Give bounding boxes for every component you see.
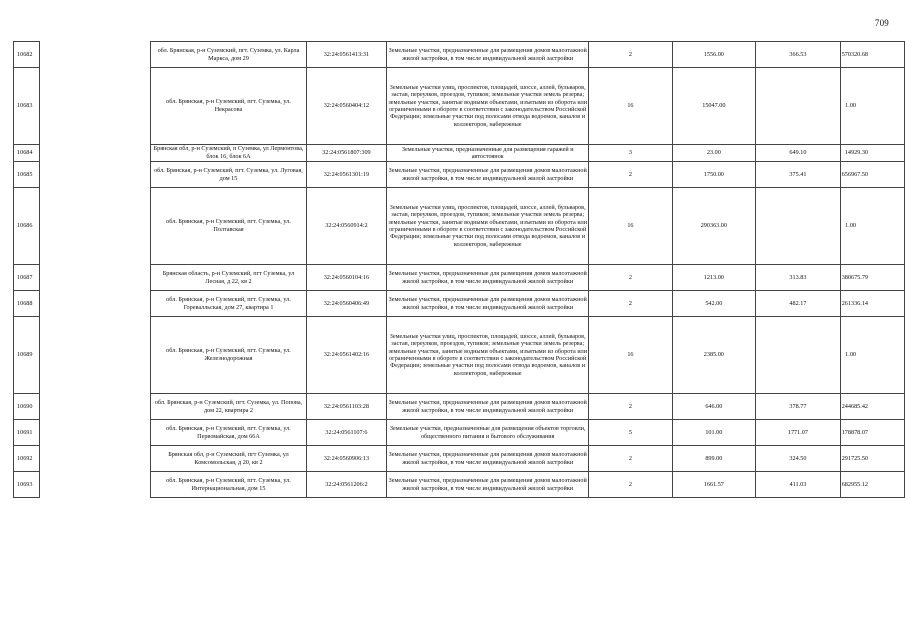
cadastral-number-cell: 32:24:0560906:13 [306, 446, 386, 472]
use-group-cell: 5 [589, 420, 672, 446]
spacer-cell [39, 68, 150, 145]
spacer-cell [39, 420, 150, 446]
use-group-cell: 16 [589, 68, 672, 145]
use-group-cell: 3 [589, 145, 672, 162]
table-row [14, 420, 905, 446]
specific-value-cell [756, 68, 840, 145]
cadastral-number-cell: 32:24:0561103:28 [306, 394, 386, 420]
address-cell: обл. Брянская, р-н Суземский, пгт. Суземка, ул. Интернациональная, дом 15 [151, 472, 307, 498]
use-group-cell: 16 [589, 188, 672, 265]
specific-value-cell: 324.50 [756, 446, 840, 472]
land-use-cell: Земельные участки улиц, проспектов, площадей, шоссе, аллей, бульваров, застав, переулков, проездов, тупиков; земельные участки земель резерва; земельные участки, занятые водными объектами, изъятыми из оборота или ограниченными в обороте в соответствии с законодательством Российской Федерации; земельные участки под полосами отвода водоемов, каналов и коллекторов, набережные [387, 188, 589, 265]
spacer-cell [39, 265, 150, 291]
plot-number-cell: 10687 [14, 265, 40, 291]
register-body [14, 42, 905, 498]
address-cell: обл. Брянская, р-н Суземский, пгт. Суземка, ул. Железнодорожная [151, 317, 307, 394]
plot-number-cell: 10688 [14, 291, 40, 317]
land-use-cell: Земельные участки, предназначенные для размещения домов малоэтажной жилой застройки, в том числе индивидуальной жилой застройки [387, 265, 589, 291]
area-cell: 15047.00 [672, 68, 756, 145]
cadastral-number-cell: 32:24:0561206:2 [306, 472, 386, 498]
plot-number-cell: 10685 [14, 162, 40, 188]
table-row [14, 68, 905, 145]
cadastral-number-cell: 32:24:0561301:19 [306, 162, 386, 188]
use-group-cell: 2 [589, 265, 672, 291]
plot-number-cell: 10689 [14, 317, 40, 394]
spacer-cell [39, 317, 150, 394]
plot-number-cell: 10682 [14, 42, 40, 68]
spacer-cell [39, 145, 150, 162]
cadastral-value-cell: 291725.50 [840, 446, 904, 472]
page-number: 709 [874, 18, 889, 28]
specific-value-cell: 411.03 [756, 472, 840, 498]
cadastral-register-table [13, 41, 905, 498]
land-use-cell: Земельные участки, предназначенные для размещения домов малоэтажной жилой застройки, в том числе индивидуальной жилой застройки [387, 394, 589, 420]
land-use-cell: Земельные участки улиц, проспектов, площадей, шоссе, аллей, бульваров, застав, переулков, проездов, тупиков; земельные участки земель резерва; земельные участки, занятые водными объектами, изъятыми из оборота или ограниченными в обороте в соответствии с законодательством Российской Федерации; земельные участки под полосами отвода водоемов, каналов и коллекторов, набережные [387, 68, 589, 145]
plot-number-cell: 10693 [14, 472, 40, 498]
plot-number-cell: 10683 [14, 68, 40, 145]
address-cell: обл. Брянская, р-н Суземский, пгт. Суземка, ул. Луговая, дом 15 [151, 162, 307, 188]
use-group-cell: 2 [589, 162, 672, 188]
address-cell: Брянская обл, р-н Суземский, пгт Суземка, ул Комсомольская, д 20, кв 2 [151, 446, 307, 472]
cadastral-number-cell: 32:24:0560914:2 [306, 188, 386, 265]
specific-value-cell: 649.10 [756, 145, 840, 162]
table-row [14, 446, 905, 472]
cadastral-value-cell: 1.00 [840, 68, 904, 145]
cadastral-number-cell: 32:24:0560406:49 [306, 291, 386, 317]
cadastral-value-cell: 1.00 [840, 317, 904, 394]
cadastral-value-cell: 570320.68 [840, 42, 904, 68]
cadastral-value-cell: 14929.30 [840, 145, 904, 162]
area-cell: 1750.00 [672, 162, 756, 188]
cadastral-number-cell: 32:24:0561807:309 [306, 145, 386, 162]
use-group-cell: 2 [589, 394, 672, 420]
spacer-cell [39, 446, 150, 472]
specific-value-cell [756, 317, 840, 394]
area-cell: 101.00 [672, 420, 756, 446]
table-row [14, 145, 905, 162]
use-group-cell: 2 [589, 446, 672, 472]
cadastral-value-cell: 244685.42 [840, 394, 904, 420]
address-cell: Брянская обл, р-н Суземский, п Суземка, ул Лермонтова, блок 16, блок 6А [151, 145, 307, 162]
cadastral-value-cell: 656967.50 [840, 162, 904, 188]
area-cell: 1213.00 [672, 265, 756, 291]
spacer-cell [39, 291, 150, 317]
table-row [14, 188, 905, 265]
land-use-cell: Земельные участки, предназначенные для размещения домов малоэтажной жилой застройки, в том числе индивидуальной жилой застройки [387, 42, 589, 68]
cadastral-number-cell: 32:24:0561402:16 [306, 317, 386, 394]
plot-number-cell: 10691 [14, 420, 40, 446]
cadastral-number-cell: 32:24:0561107:6 [306, 420, 386, 446]
area-cell: 646.00 [672, 394, 756, 420]
area-cell: 542.00 [672, 291, 756, 317]
specific-value-cell: 375.41 [756, 162, 840, 188]
cadastral-value-cell: 380675.79 [840, 265, 904, 291]
spacer-cell [39, 42, 150, 68]
cadastral-value-cell: 178878.07 [840, 420, 904, 446]
specific-value-cell [756, 188, 840, 265]
area-cell: 1661.57 [672, 472, 756, 498]
cadastral-value-cell: 261336.14 [840, 291, 904, 317]
use-group-cell: 16 [589, 317, 672, 394]
address-cell: обл. Брянская, р-н Суземский, пгт. Суземка, ул. Попова, дом 22, квартира 2 [151, 394, 307, 420]
land-use-cell: Земельные участки улиц, проспектов, площадей, шоссе, аллей, бульваров, застав, переулков, проездов, тупиков; земельные участки земель резерва; земельные участки, занятые водными объектами, изъятыми из оборота или ограниченными в обороте в соответствии с законодательством Российской Федерации; земельные участки под полосами отвода водоемов, каналов и коллекторов, набережные [387, 317, 589, 394]
table-row [14, 394, 905, 420]
land-use-cell: Земельные участки, предназначенные для размещения домов малоэтажной жилой застройки, в том числе индивидуальной жилой застройки [387, 162, 589, 188]
spacer-cell [39, 472, 150, 498]
specific-value-cell: 366.53 [756, 42, 840, 68]
table-row [14, 265, 905, 291]
address-cell: обл. Брянская, р-н Суземский, пгт. Суземка, ул. Полтавская [151, 188, 307, 265]
table-row [14, 42, 905, 68]
plot-number-cell: 10684 [14, 145, 40, 162]
specific-value-cell: 378.77 [756, 394, 840, 420]
cadastral-number-cell: 32:24:0560104:16 [306, 265, 386, 291]
spacer-cell [39, 162, 150, 188]
use-group-cell: 2 [589, 291, 672, 317]
use-group-cell: 2 [589, 42, 672, 68]
table-row [14, 162, 905, 188]
specific-value-cell: 482.17 [756, 291, 840, 317]
use-group-cell: 2 [589, 472, 672, 498]
spacer-cell [39, 188, 150, 265]
plot-number-cell: 10692 [14, 446, 40, 472]
table-row [14, 472, 905, 498]
specific-value-cell: 1771.07 [756, 420, 840, 446]
cadastral-value-cell: 682955.12 [840, 472, 904, 498]
land-use-cell: Земельные участки, предназначенные для размещения домов малоэтажной жилой застройки, в том числе индивидуальной жилой застройки [387, 291, 589, 317]
address-cell: обл. Брянская, р-н Суземский, пгт. Суземка, ул. Горевалльская, дом 27, квартира 1 [151, 291, 307, 317]
address-cell: обл. Брянская, р-н Суземский, пгт. Суземка, ул. Некрасова [151, 68, 307, 145]
spacer-cell [39, 394, 150, 420]
address-cell: обл. Брянская, р-н Суземский, пгт. Суземка, ул. Первомайская, дом 66А [151, 420, 307, 446]
land-use-cell: Земельные участки, предназначенные для размещения домов малоэтажной жилой застройки, в том числе индивидуальной жилой застройки [387, 472, 589, 498]
land-use-cell: Земельные участки, предназначенные для размещения гаражей и автостоянок [387, 145, 589, 162]
plot-number-cell: 10690 [14, 394, 40, 420]
area-cell: 290363.00 [672, 188, 756, 265]
land-use-cell: Земельные участки, предназначенные для размещения домов малоэтажной жилой застройки, в том числе индивидуальной жилой застройки [387, 446, 589, 472]
cadastral-value-cell: 1.00 [840, 188, 904, 265]
cadastral-number-cell: 32:24:0561413:31 [306, 42, 386, 68]
table-row [14, 291, 905, 317]
area-cell: 23.00 [672, 145, 756, 162]
plot-number-cell: 10686 [14, 188, 40, 265]
area-cell: 899.00 [672, 446, 756, 472]
cadastral-number-cell: 32:24:0560404:12 [306, 68, 386, 145]
address-cell: Брянская область, р-н Суземский, пгт Суземка, ул Лесная, д 22, кв 2 [151, 265, 307, 291]
area-cell: 2385.00 [672, 317, 756, 394]
land-use-cell: Земельные участки, предназначенные для размещения объектов торговли, общественного питания и бытового обслуживания [387, 420, 589, 446]
area-cell: 1556.00 [672, 42, 756, 68]
address-cell: обл. Брянская, р-н Суземский, пгт. Суземка, ул. Карла Маркса, дом 29 [151, 42, 307, 68]
table-row [14, 317, 905, 394]
specific-value-cell: 313.83 [756, 265, 840, 291]
